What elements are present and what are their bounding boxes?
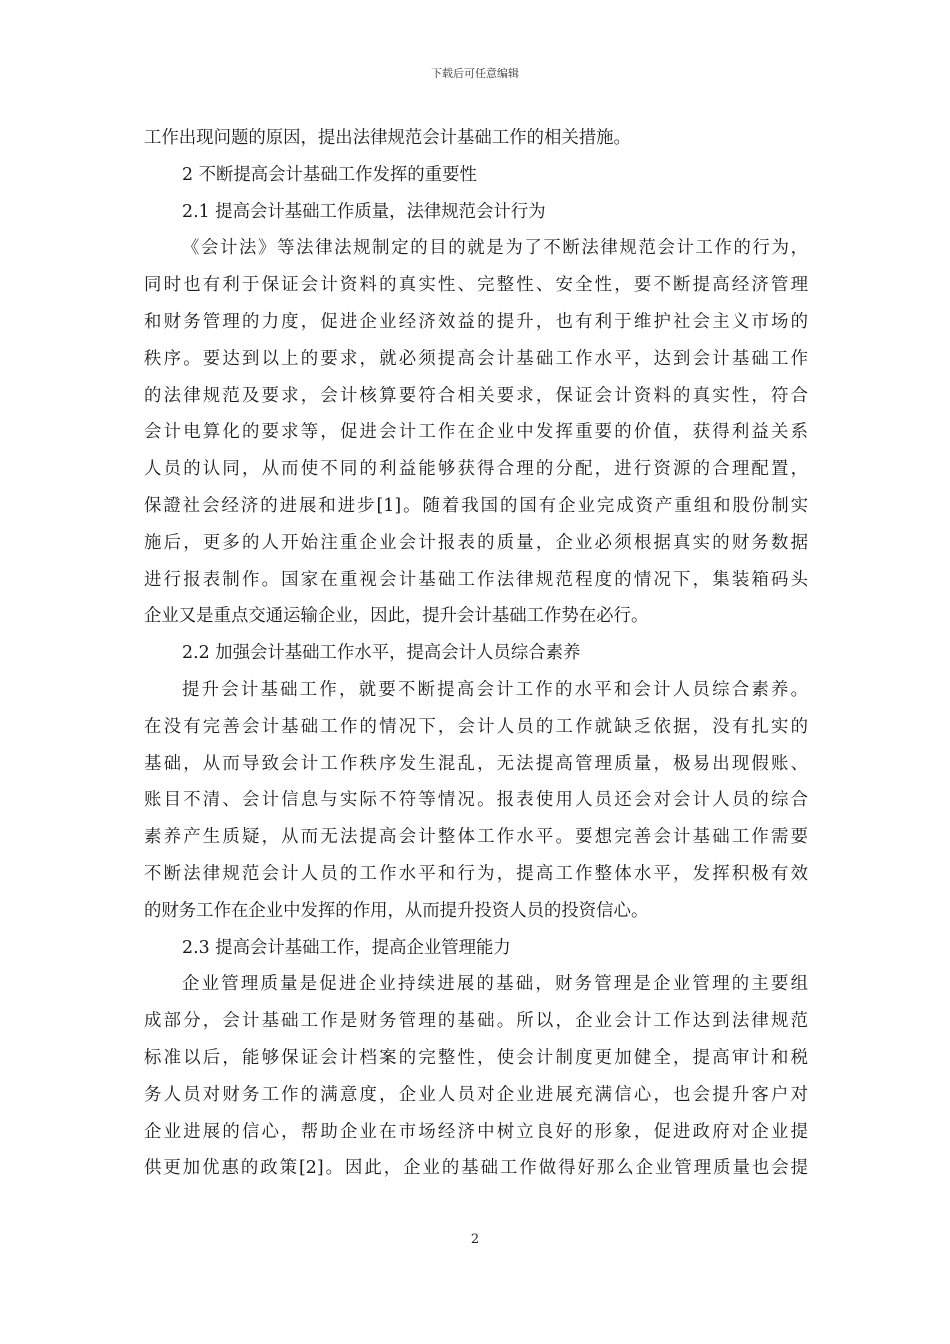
paragraph-line: 保證社会经济的进展和进步[1]。随着我国的国有企业完成资产重组和股份制实 — [144, 495, 808, 516]
paragraph-line: 进行报表制作。国家在重视会计基础工作法律规范程度的情况下，集装箱码头 — [144, 569, 808, 590]
paragraph-line: 人员的认同，从而使不同的利益能够获得合理的分配，进行资源的合理配置， — [144, 459, 808, 480]
subsection-heading: 2.2 加强会计基础工作水平，提高会计人员综合素养 — [182, 643, 581, 664]
paragraph-line: 企业又是重点交通运输企业，因此，提升会计基础工作势在必行。 — [144, 606, 649, 627]
paragraph-line: 会计电算化的要求等，促进会计工作在企业中发挥重要的价值，获得利益关系 — [144, 422, 808, 443]
section-heading: 2 不断提高会计基础工作发挥的重要性 — [182, 164, 477, 185]
paragraph-line: 成部分，会计基础工作是财务管理的基础。所以，企业会计工作达到法律规范 — [144, 1011, 808, 1032]
paragraph-line: 的法律规范及要求，会计核算要符合相关要求，保证会计资料的真实性，符合 — [144, 385, 808, 406]
paragraph-line: 提升会计基础工作，就要不断提高会计工作的水平和会计人员综合素养。 — [182, 679, 808, 700]
paragraph-line: 同时也有利于保证会计资料的真实性、完整性、安全性，要不断提高经济管理 — [144, 275, 808, 296]
paragraph-line: 供更加优惠的政策[2]。因此，企业的基础工作做得好那么企业管理质量也会提 — [144, 1158, 808, 1179]
paragraph-line: 在没有完善会计基础工作的情况下，会计人员的工作就缺乏依据，没有扎实的 — [144, 716, 808, 737]
document-body — [144, 120, 808, 1187]
paragraph-line: 账目不清、会计信息与实际不符等情况。报表使用人员还会对会计人员的综合 — [144, 790, 808, 811]
paragraph-line: 企业管理质量是促进企业持续进展的基础，财务管理是企业管理的主要组 — [182, 974, 808, 995]
paragraph-line: 务人员对财务工作的满意度，企业人员对企业进展充满信心，也会提升客户对 — [144, 1084, 808, 1105]
paragraph-line: 施后，更多的人开始注重企业会计报表的质量，企业必须根据真实的财务数据 — [144, 532, 808, 553]
page-header-note: 下载后可任意编辑 — [431, 67, 519, 80]
paragraph-line: 《会计法》等法律法规制定的目的就是为了不断法律规范会计工作的行为， — [182, 238, 808, 259]
subsection-heading: 2.3 提高会计基础工作，提高企业管理能力 — [182, 937, 511, 958]
paragraph-line: 工作出现问题的原因，提出法律规范会计基础工作的相关措施。 — [144, 128, 631, 148]
paragraph-line: 秩序。要达到以上的要求，就必须提高会计基础工作水平，达到会计基础工作 — [144, 348, 808, 369]
subsection-heading: 2.1 提高会计基础工作质量，法律规范会计行为 — [182, 201, 546, 222]
paragraph-line: 素养产生质疑，从而无法提高会计整体工作水平。要想完善会计基础工作需要 — [144, 827, 808, 848]
paragraph-line: 的财务工作在企业中发挥的作用，从而提升投资人员的投资信心。 — [144, 900, 649, 921]
paragraph-line: 和财务管理的力度，促进企业经济效益的提升，也有利于维护社会主义市场的 — [144, 311, 808, 332]
page-number: 2 — [470, 1232, 480, 1247]
paragraph-line: 标准以后，能够保证会计档案的完整性，使会计制度更加健全，提高审计和税 — [144, 1047, 808, 1068]
paragraph-line: 企业进展的信心，帮助企业在市场经济中树立良好的形象，促进政府对企业提 — [144, 1121, 808, 1142]
paragraph-line: 基础，从而导致会计工作秩序发生混乱，无法提高管理质量，极易出现假账、 — [144, 753, 808, 774]
paragraph-line: 不断法律规范会计人员的工作水平和行为，提高工作整体水平，发挥积极有效 — [144, 863, 808, 884]
